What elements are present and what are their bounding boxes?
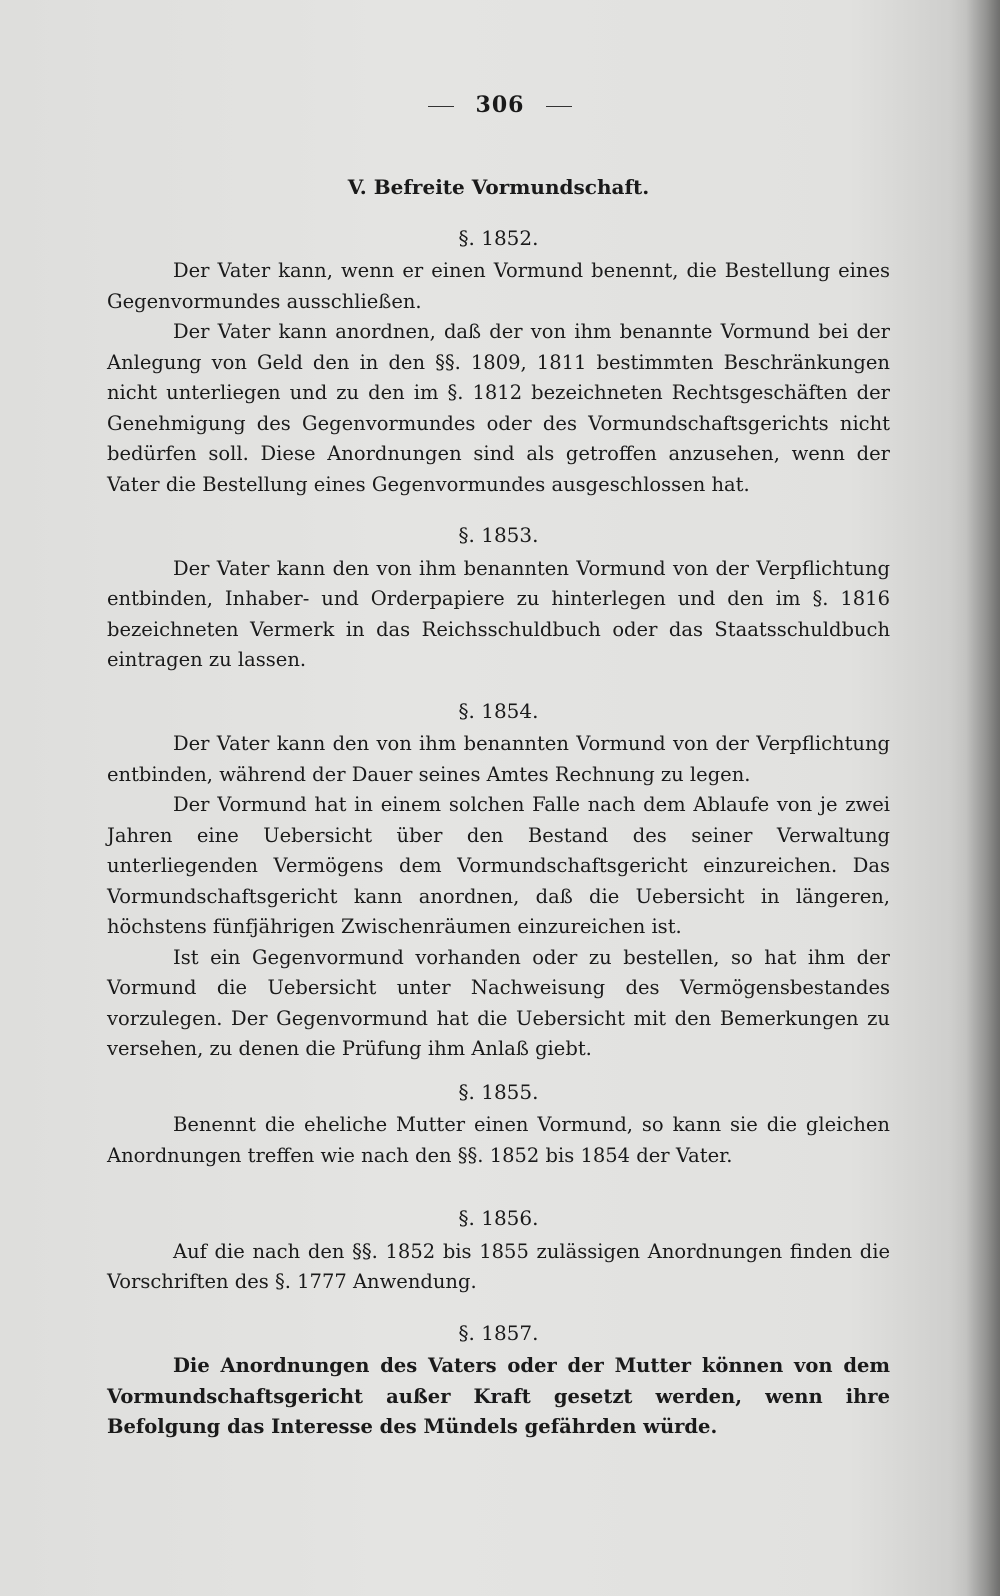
page-edge-shadow	[966, 0, 1000, 1596]
paragraph-text: Benennt die eheliche Mutter einen Vormund, so kann sie die gleichen Anordnungen treffen wie nach den §§. 1852 bis 1854 der Vater.	[107, 1113, 890, 1167]
paragraph-number: §. 1856.	[458, 1206, 539, 1230]
section-title: V. Befreite Vormundschaft.	[347, 175, 650, 199]
paragraph-number: §. 1852.	[458, 225, 539, 250]
paragraph-text: Der Vater kann den von ihm benannten Vormund von der Verpflichtung entbinden, während der Dauer seines Amtes Rechnung zu legen.	[107, 732, 890, 786]
paragraph-number: §. 1857.	[458, 1320, 539, 1345]
paragraph-text: Ist ein Gegenvormund vorhanden oder zu bestellen, so hat ihm der Vormund die Uebersicht unter Nachweisung des Vermögensbestandes vorzulegen. Der Gegenvormund hat die Uebersicht mit den Bemerkungen zu versehen, zu denen die Prüfung ihm Anlaß giebt.	[107, 945, 890, 1060]
header-dash-right	[546, 106, 572, 107]
paragraph-text: Der Vater kann anordnen, daß der von ihm benannte Vormund bei der Anlegung von Geld den in den §§. 1809, 1811 bestimmten Beschränkungen nicht unterliegen und zu den im §. 1812 bezeichneten Rechtsgeschäften der Genehmigung des Gegenvormundes oder des Vormundschaftsgerichts nicht bedürfen soll. Diese Anordnungen sind als getroffen anzusehen, wenn der Vater die Bestellung eines Gegenvormundes ausgeschlossen hat.	[107, 320, 890, 496]
paragraph-text: Die Anordnungen des Vaters oder der Mutter können von dem Vormundschaftsgericht außer Kraft gesetzt werden, wenn ihre Befolgung das Interesse des Mündels gefährden würde.	[107, 1354, 890, 1438]
section-1852	[107, 223, 890, 501]
paragraph-number: §. 1854.	[458, 698, 539, 723]
section-1855	[107, 1077, 890, 1172]
section-1857	[107, 1318, 890, 1443]
page-number: 306	[475, 92, 525, 118]
paragraph-text: Der Vater kann den von ihm benannten Vormund von der Verpflichtung entbinden, Inhaber- und Orderpapiere zu hinterlegen und den im §. 1816 bezeichneten Vermerk in das Reichsschuldbuch oder das Staatsschuldbuch eintragen zu lassen.	[107, 556, 890, 671]
section-1856	[107, 1203, 890, 1298]
section-1853	[107, 520, 890, 676]
section-1854	[107, 696, 890, 1065]
paragraph-number: §. 1855.	[458, 1079, 539, 1104]
paragraph-text: Auf die nach den §§. 1852 bis 1855 zulässigen Anordnungen finden die Vorschriften des §. 1777 Anwendung.	[107, 1239, 890, 1293]
paragraph-text: Der Vormund hat in einem solchen Falle nach dem Ablaufe von je zwei Jahren eine Uebersicht über den Bestand des seiner Verwaltung unterliegenden Vermögens dem Vormundschaftsgericht einzureichen. Das Vormundschaftsgericht kann anordnen, daß die Uebersicht in längeren, höchstens fünfjährigen Zwischenräumen einzureichen ist.	[107, 793, 890, 938]
page-header	[0, 92, 1000, 118]
paragraph-number: §. 1853.	[458, 523, 539, 547]
paragraph-text: Der Vater kann, wenn er einen Vormund benennt, die Bestellung eines Gegenvormundes ausschließen.	[107, 259, 890, 313]
page-body	[107, 172, 890, 1443]
header-dash-left	[428, 106, 454, 107]
